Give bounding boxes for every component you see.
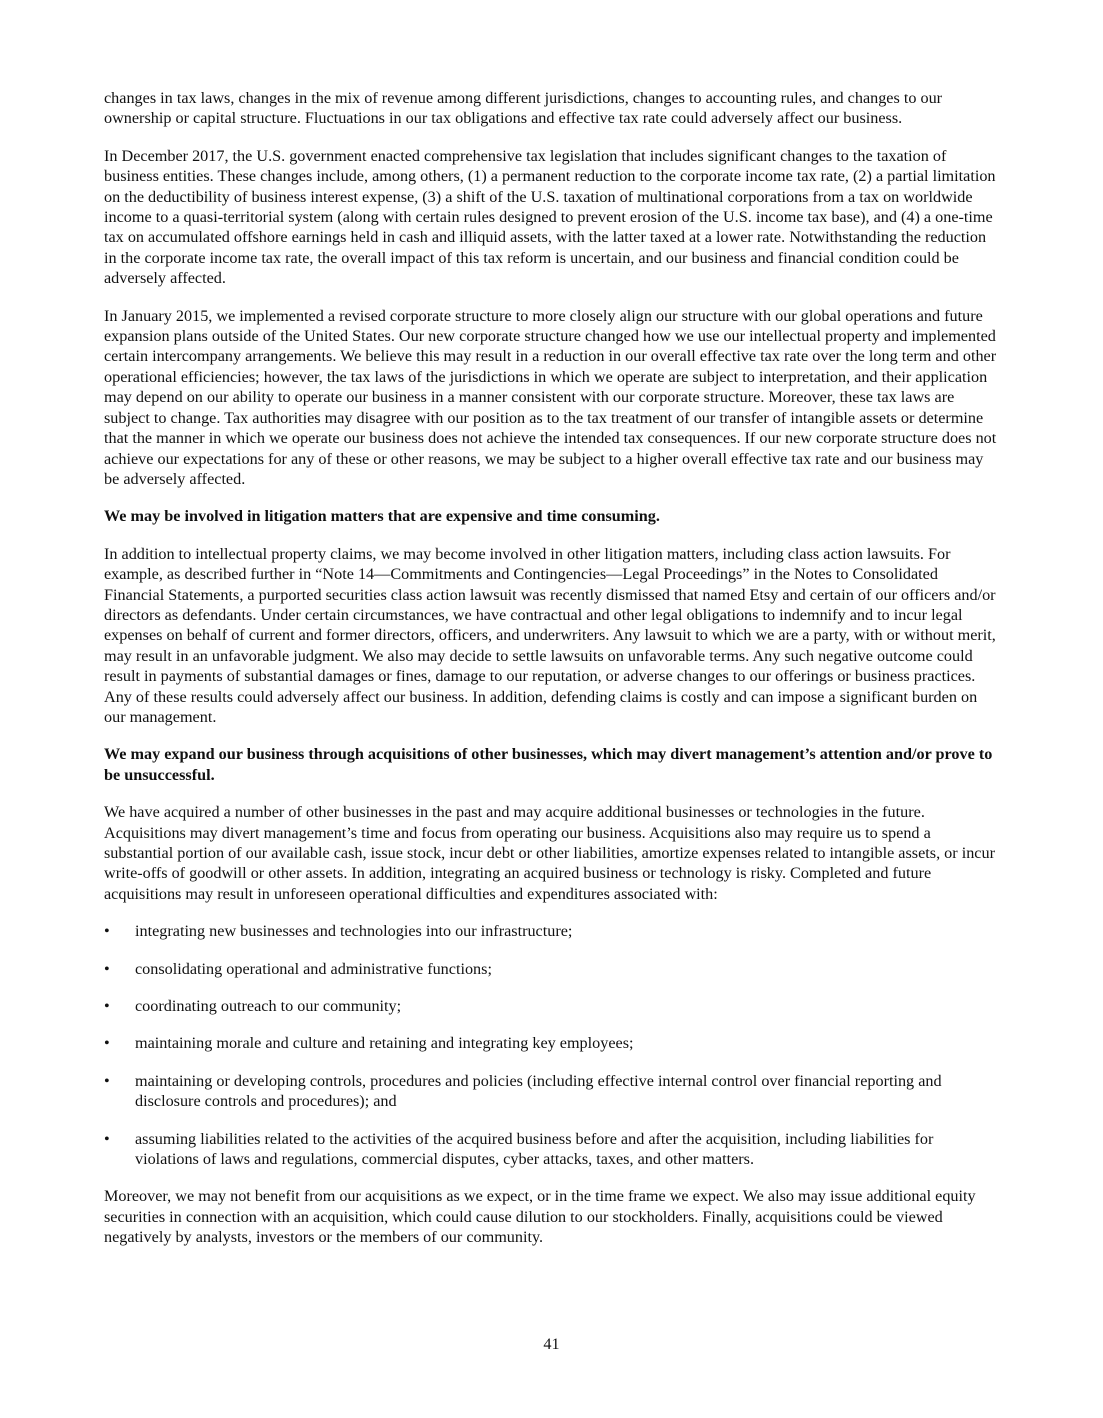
list-item (104, 996, 999, 1016)
paragraph-tax-changes: changes in tax laws, changes in the mix of revenue among different jurisdictions, changes to accounting rules, and changes to our ownership or capital structure. Fluctuations in our tax obligations and effective tax rate could adversely affect our business. (104, 89, 943, 128)
list-item-text: coordinating outreach to our community; (135, 997, 402, 1016)
list-item (104, 921, 999, 941)
list-item (104, 1071, 999, 1112)
paragraph-litigation: In addition to intellectual property claims, we may become involved in other litigation matters, including class action lawsuits. For example, as described further in “Note 14—Commitments and Contingencies—Legal Proceedings” in the Notes to Consolidated Financial Statements, a purported securities class action lawsuit was recently dismissed that named Etsy and certain of our officers and/or directors as defendants. Under certain circumstances, we have contractual and other legal obligations to indemnify and to incur legal expenses on behalf of current and former directors, officers, and underwriters. Any lawsuit to which we are a party, with or without merit, may result in an unfavorable judgment. We also may decide to settle lawsuits on unfavorable terms. Any such negative outcome could result in payments of substantial damages or fines, damage to our reputation, or adverse changes to our offerings or business practices. Any of these results could adversely affect our business. In addition, defending claims is costly and can impose a significant burden on our management. (104, 544, 996, 726)
heading-acquisitions: We may expand our business through acquisitions of other businesses, which may divert management’s attention and/or prove to be unsuccessful. (104, 745, 993, 784)
bullet-marker: • (104, 1034, 110, 1053)
list-item-text: maintaining or developing controls, procedures and policies (including effective internal control over financial reporting and disclosure controls and procedures); and (135, 1071, 942, 1111)
paragraph-acquisitions-closing: Moreover, we may not benefit from our acquisitions as we expect, or in the time frame we expect. We also may issue additional equity securities in connection with an acquisition, which could cause dilution to our stockholders. Finally, acquisitions could be viewed negatively by analysts, investors or the members of our community. (104, 1187, 976, 1247)
list-item-text: consolidating operational and administrative functions; (135, 959, 492, 978)
list-item-text: integrating new businesses and technologies into our infrastructure; (135, 922, 573, 941)
acquisition-risks-list (104, 921, 999, 1169)
bullet-marker: • (104, 959, 110, 978)
heading-litigation: We may be involved in litigation matters that are expensive and time consuming. (104, 507, 660, 526)
bullet-marker: • (104, 997, 110, 1016)
bullet-marker: • (104, 1071, 110, 1090)
paragraph-corporate-structure-2015: In January 2015, we implemented a revised corporate structure to more closely align our structure with our global operations and future expansion plans outside of the United States. Our new corporate structure changed how we use our intellectual property and implemented certain intercompany arrangements. We believe this may result in a reduction in our overall effective tax rate over the long term and other operational efficiencies; however, the tax laws of the jurisdictions in which we operate are subject to interpretation, and their application may depend on our ability to operate our business in a manner consistent with our corporate structure. Moreover, these tax laws are subject to change. Tax authorities may disagree with our position as to the tax treatment of our transfer of intangible assets or determine that the manner in which we operate our business does not achieve the intended tax consequences. If our new corporate structure does not achieve our expectations for any of these or other reasons, we may be subject to a higher overall effective tax rate and our business may be adversely affected. (104, 306, 997, 488)
list-item-text: assuming liabilities related to the activities of the acquired business before and after the acquisition, including liabilities for violations of laws and regulations, commercial disputes, cyber attacks, taxes, and other matters. (135, 1129, 934, 1169)
list-item-text: maintaining morale and culture and retaining and integrating key employees; (135, 1034, 634, 1053)
paragraph-tax-legislation-2017: In December 2017, the U.S. government enacted comprehensive tax legislation that includes significant changes to the taxation of business entities. These changes include, among others, (1) a permanent reduction to the corporate income tax rate, (2) a partial limitation on the deductibility of business interest expense, (3) a shift of the U.S. taxation of multinational corporations from a tax on worldwide income to a quasi-territorial system (along with certain rules designed to prevent erosion of the U.S. income tax base), and (4) a one-time tax on accumulated offshore earnings held in cash and illiquid assets, with the latter taxed at a lower rate. Notwithstanding the reduction in the corporate income tax rate, the overall impact of this tax reform is uncertain, and our business and financial condition could be adversely affected. (104, 146, 996, 288)
list-item (104, 1033, 999, 1053)
bullet-marker: • (104, 1129, 110, 1148)
list-item (104, 959, 999, 979)
page-number: 41 (543, 1335, 560, 1353)
bullet-marker: • (104, 922, 110, 941)
paragraph-acquisitions-intro: We have acquired a number of other businesses in the past and may acquire additional businesses or technologies in the future. Acquisitions may divert management’s time and focus from operating our business. Acquisitions also may require us to spend a substantial portion of our available cash, issue stock, incur debt or other liabilities, amortize expenses related to intangible assets, or incur write-offs of goodwill or other assets. In addition, integrating an acquired business or technology is risky. Completed and future acquisitions may result in unforeseen operational difficulties and expenditures associated with: (104, 803, 995, 903)
list-item (104, 1129, 999, 1170)
